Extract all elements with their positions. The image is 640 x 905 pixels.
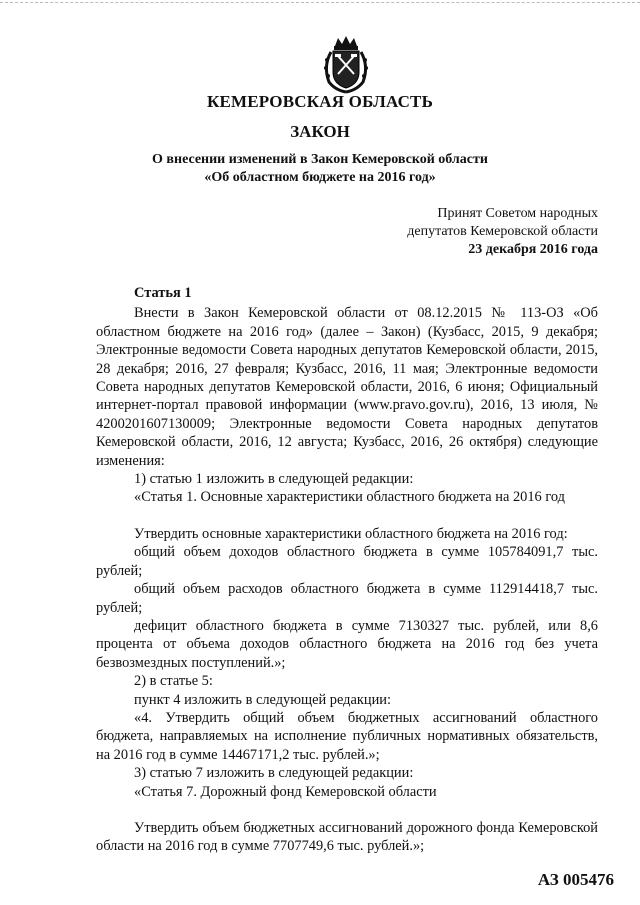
deficit-paragraph: дефицит областного бюджета в сумме 7130327 тыс. рублей, или 8,6 процента от объема доходов областного бюджета на 2016 год без учета безвозмездных поступлений.»;: [96, 617, 598, 671]
spacer: [96, 801, 598, 819]
subtitle-line-2: «Об областном бюджете на 2016 год»: [204, 170, 436, 185]
serial-stamp: АЗ 005476: [537, 870, 614, 889]
article-1-heading: Статья 1: [134, 285, 192, 301]
adoption-block: [407, 205, 598, 259]
spacer: [96, 507, 598, 525]
point-4-text: «4. Утвердить общий объем бюджетных ассигнований областного бюджета, направляемых на исполнение публичных нормативных обязательств, на 2016 год в сумме 14467171,2 тыс. рублей.»;: [96, 709, 598, 763]
law-subtitle: [0, 151, 640, 187]
item-2: 2) в статье 5:: [134, 673, 213, 690]
article-1-body: [96, 284, 598, 856]
scan-top-edge: [0, 2, 640, 3]
point-4-intro: пункт 4 изложить в следующей редакции:: [134, 691, 391, 708]
adoption-date: 23 декабря 2016 года: [468, 242, 598, 257]
new-article-1-title: «Статья 1. Основные характеристики областного бюджета на 2016 год: [134, 489, 565, 506]
subtitle-line-1: О внесении изменений в Закон Кемеровской области: [152, 152, 488, 167]
adoption-line-1: Принят Советом народных: [437, 206, 598, 221]
new-article-7-title: «Статья 7. Дорожный фонд Кемеровской области: [134, 783, 437, 800]
law-title: ЗАКОН: [290, 122, 350, 141]
expenses-paragraph: общий объем расходов областного бюджета в сумме 112914418,7 тыс. рублей;: [96, 581, 598, 616]
region-title: КЕМЕРОВСКАЯ ОБЛАСТЬ: [206, 92, 434, 111]
adoption-line-2: депутатов Кемеровской области: [407, 224, 598, 239]
approve-characteristics: Утвердить основные характеристики областного бюджета на 2016 год:: [134, 525, 568, 542]
revenue-paragraph: общий объем доходов областного бюджета в сумме 105784091,7 тыс. рублей;: [96, 544, 598, 579]
item-1: 1) статью 1 изложить в следующей редакции:: [134, 471, 414, 488]
article-1-intro: Внести в Закон Кемеровской области от 08.12.2015 № 113-ОЗ «Об областном бюджете на 2016 год» (далее – Закон) (Кузбасс, 2015, 9 декабря; Электронные ведомости Совета народных депутатов Кемеровской области, 2015, 28 декабря; 2016, 27 февраля; Кузбасс, 2016, 11 мая; Электронные ведомости Совета народных депутатов Кемеровской области, 2016, 6 июня; Официальный интернет-портал правовой информации (www.pravo.gov.ru), 2016, 13 июля, № 4200201607130009; Электронные ведомости Совета народных депутатов Кемеровской области, 2016, 12 августа; Кузбасс, 2016, 26 октября) следующие изменения:: [96, 305, 598, 469]
item-3: 3) статью 7 изложить в следующей редакции:: [134, 765, 414, 782]
road-fund-paragraph: Утвердить объем бюджетных ассигнований дорожного фонда Кемеровской области на 2016 год в сумме 7707749,6 тыс. рублей.»;: [96, 819, 598, 855]
coat-of-arms-icon: [321, 36, 371, 94]
